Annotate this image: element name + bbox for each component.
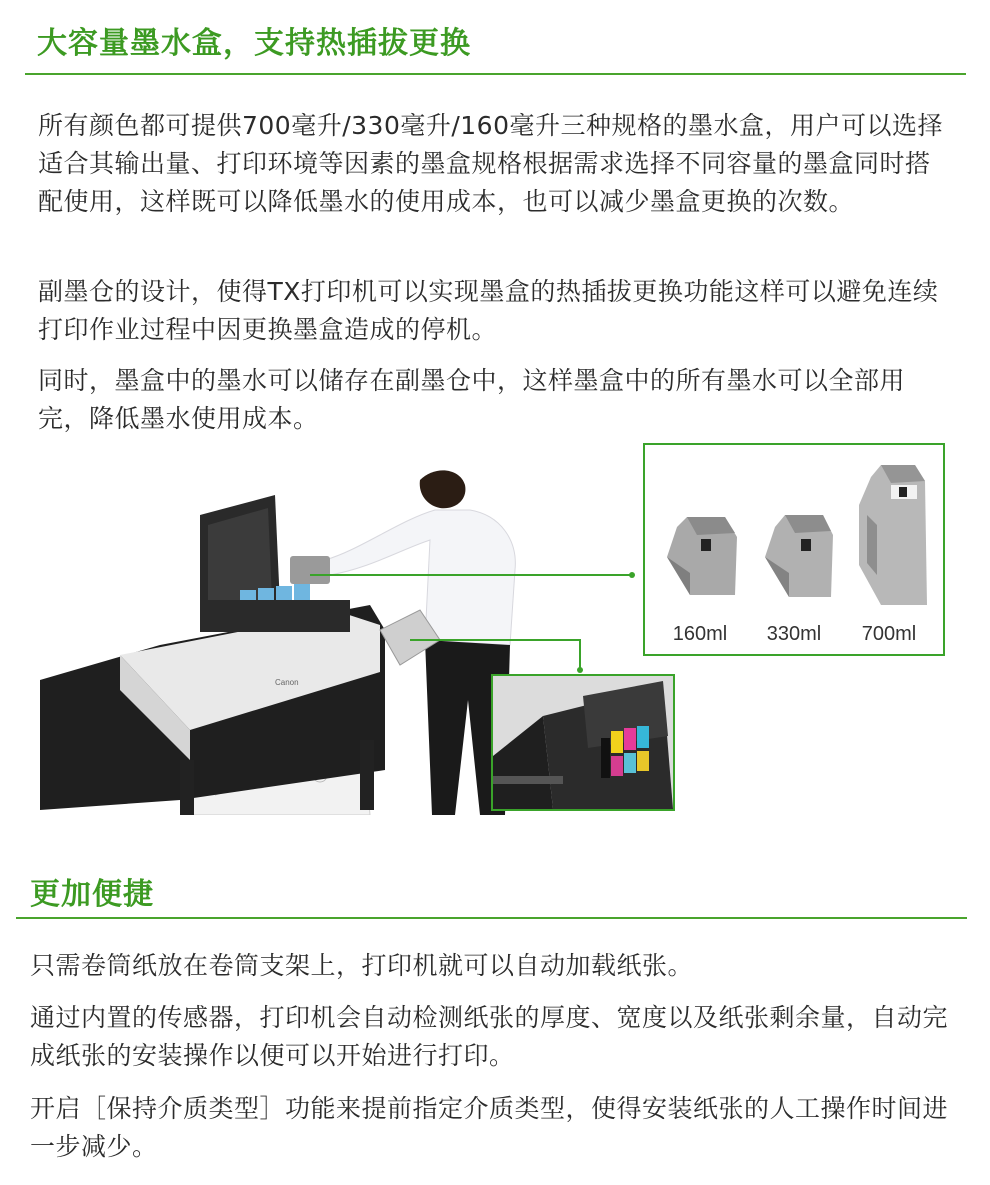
paragraph-sensor: 通过内置的传感器，打印机会自动检测纸张的厚度、宽度以及纸张剩余量，自动完成纸张的安装操作以便可以开始进行打印。 (30, 1003, 949, 1070)
paragraph-media-type: 开启［保持介质类型］功能来提前指定介质类型，使得安装纸张的人工操作时间进一步减少。 (30, 1094, 949, 1161)
cartridge-700ml-icon (859, 465, 927, 605)
paragraph-ink-capacity: 所有颜色都可提供700毫升/330毫升/160毫升三种规格的墨水盒，用户可以选择适合其输出量、打印环境等因素的墨盒规格根据需求选择不同容量的墨盒同时搭配使用，这样既可以降低墨水的使用成本，也可以减少墨盒更换的次数。 (38, 111, 944, 216)
subtank-closeup-image (493, 676, 673, 809)
subtank-closeup-panel (491, 674, 675, 811)
section-title-ink: 大容量墨水盒，支持热插拔更换 (37, 26, 471, 61)
cartridge-330ml-icon (765, 515, 833, 597)
cartridge-label-160: 160ml (672, 623, 728, 645)
paragraph-auto-load: 只需卷筒纸放在卷筒支架上，打印机就可以自动加载纸张。 (30, 951, 694, 980)
cartridge-sizes-panel (643, 443, 945, 656)
printer-brand-label: Canon (275, 678, 299, 687)
section-divider (25, 73, 966, 75)
paragraph-use-all-ink: 同时，墨盒中的墨水可以储存在副墨仓中，这样墨盒中的所有墨水可以全部用完，降低墨水使用成本。 (38, 366, 906, 433)
paragraph-subtank: 副墨仓的设计，使得TX打印机可以实现墨盒的热插拔更换功能这样可以避免连续打印作业过程中因更换墨盒造成的停机。 (38, 277, 939, 344)
cartridges-image (645, 445, 943, 615)
section-divider-2 (16, 917, 967, 919)
cartridge-label-330: 330ml (766, 623, 822, 645)
section-title-convenience: 更加便捷 (30, 877, 154, 912)
cartridge-label-700: 700ml (861, 623, 917, 645)
cartridge-160ml-icon (667, 517, 737, 595)
